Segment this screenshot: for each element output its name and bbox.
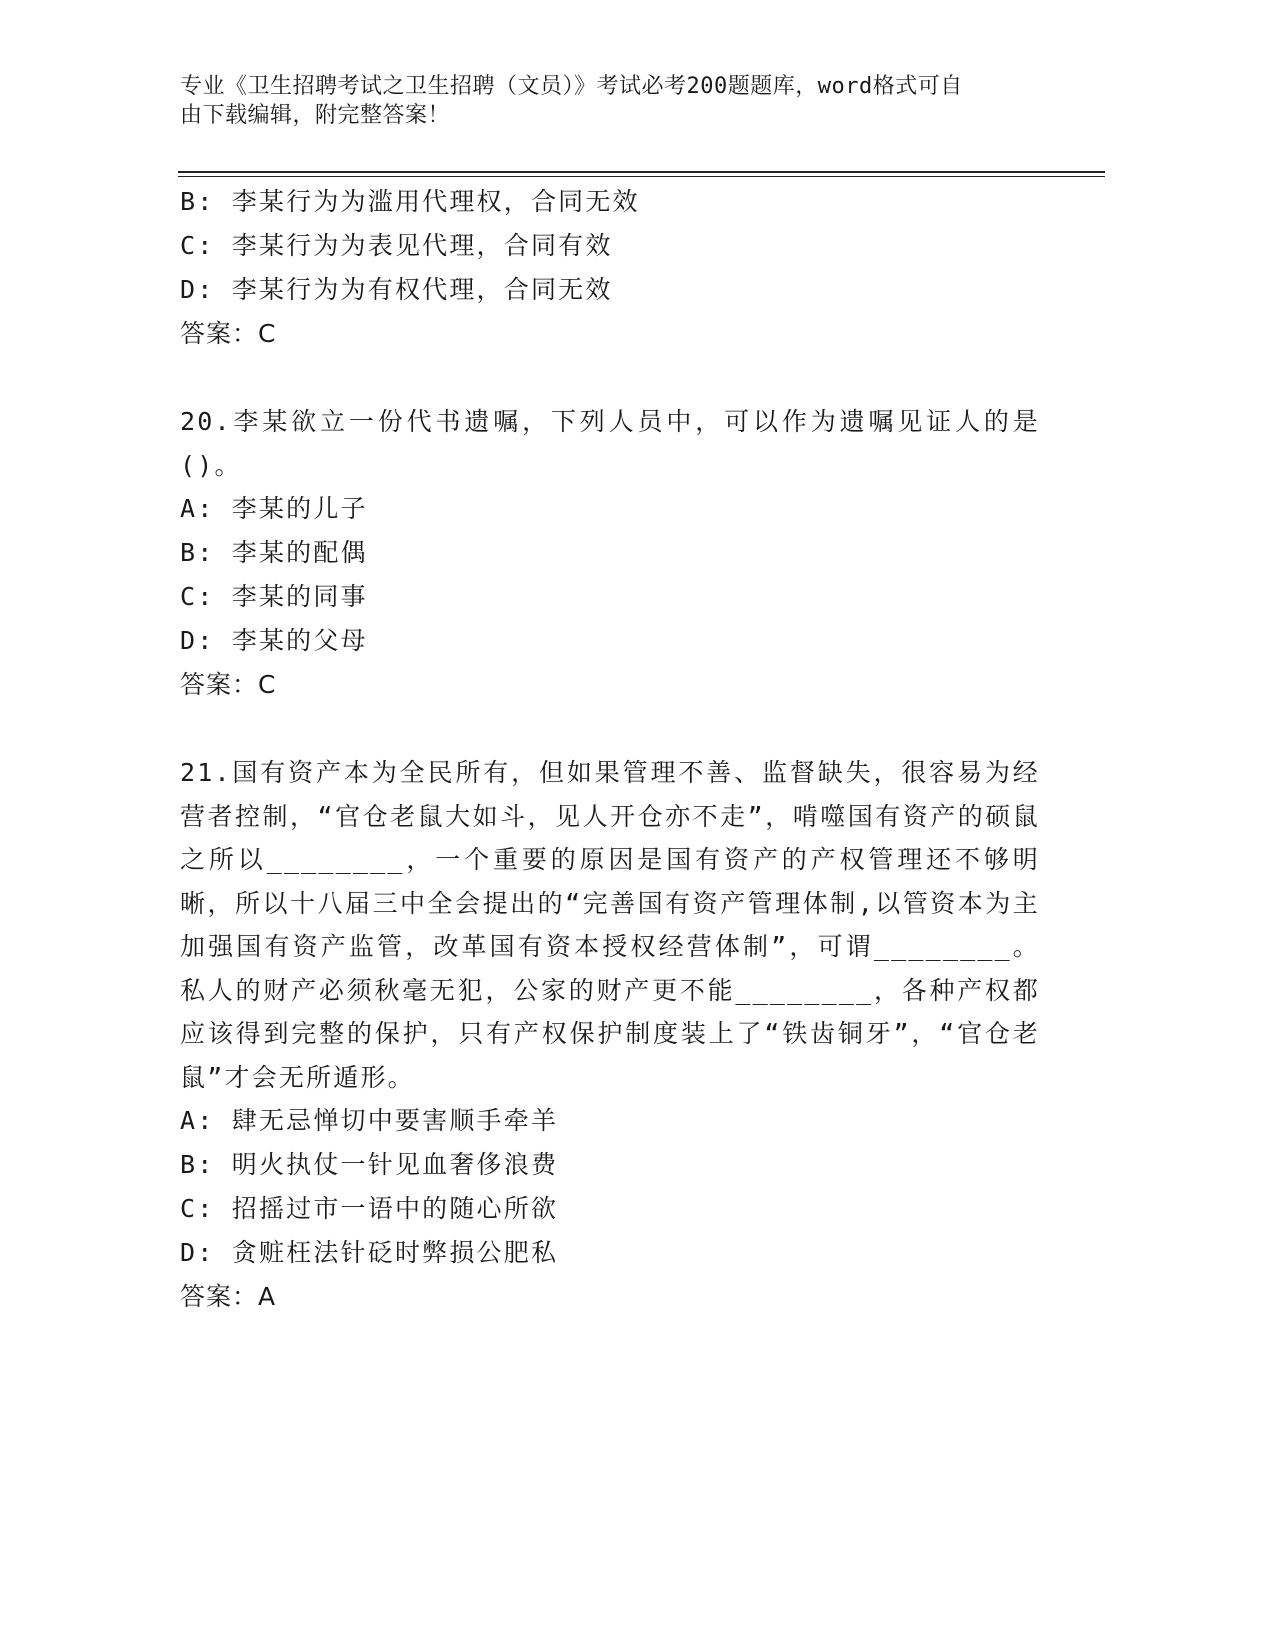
header-divider-thin (178, 176, 1105, 177)
q19-answer: 答案：C (180, 319, 277, 348)
header-divider-thick (178, 171, 1105, 173)
q21-option-d: D: 贪赃枉法针砭时弊损公肥私 (180, 1238, 559, 1267)
q21-option-c: C: 招摇过市一语中的随心所欲 (180, 1194, 559, 1223)
q21-answer: 答案：A (180, 1282, 277, 1311)
q20-option-d: D: 李某的父母 (180, 626, 368, 655)
header-line-1: 专业《卫生招聘考试之卫生招聘（文员）》考试必考200题题库，word格式可自 (180, 74, 963, 99)
q20-option-a: A: 李某的儿子 (180, 494, 368, 523)
question-content (180, 180, 1040, 1319)
q20-option-b: B: 李某的配偶 (180, 538, 368, 567)
q21-option-a: A: 肆无忌惮切中要害顺手牵羊 (180, 1106, 559, 1135)
spacer (180, 356, 1040, 400)
q21-option-b: B: 明火执仗一针见血奢侈浪费 (180, 1150, 559, 1179)
q20-option-c: C: 李某的同事 (180, 582, 368, 611)
q20-answer: 答案：C (180, 670, 277, 699)
header-line-2: 由下载编辑，附完整答案！ (180, 103, 451, 128)
q21-stem: 21.国有资产本为全民所有，但如果管理不善、监督缺失，很容易为经营者控制，“官仓老鼠大如斗，见人开仓亦不走”，啃噬国有资产的硕鼠之所以________，一个重要的原因是国有资产的产权管理还不够明晰，所以十八届三中全会提出的“完善国有资产管理体制,以管资本为主加强国有资产监管，改革国有资本授权经营体制”，可谓________。私人的财产必须秋毫无犯，公家的财产更不能________，各种产权都应该得到完整的保护，只有产权保护制度装上了“铁齿铜牙”，“官仓老鼠”才会无所遁形。 (180, 758, 1040, 1092)
q19-option-b: B: 李某行为为滥用代理权，合同无效 (180, 187, 640, 216)
document-header (180, 72, 1060, 130)
spacer (180, 707, 1040, 751)
q19-option-c: C: 李某行为为表见代理，合同有效 (180, 231, 613, 260)
q19-option-d: D: 李某行为为有权代理，合同无效 (180, 275, 613, 304)
q20-stem: 20.李某欲立一份代书遗嘱，下列人员中，可以作为遗嘱见证人的是()。 (180, 407, 1040, 480)
